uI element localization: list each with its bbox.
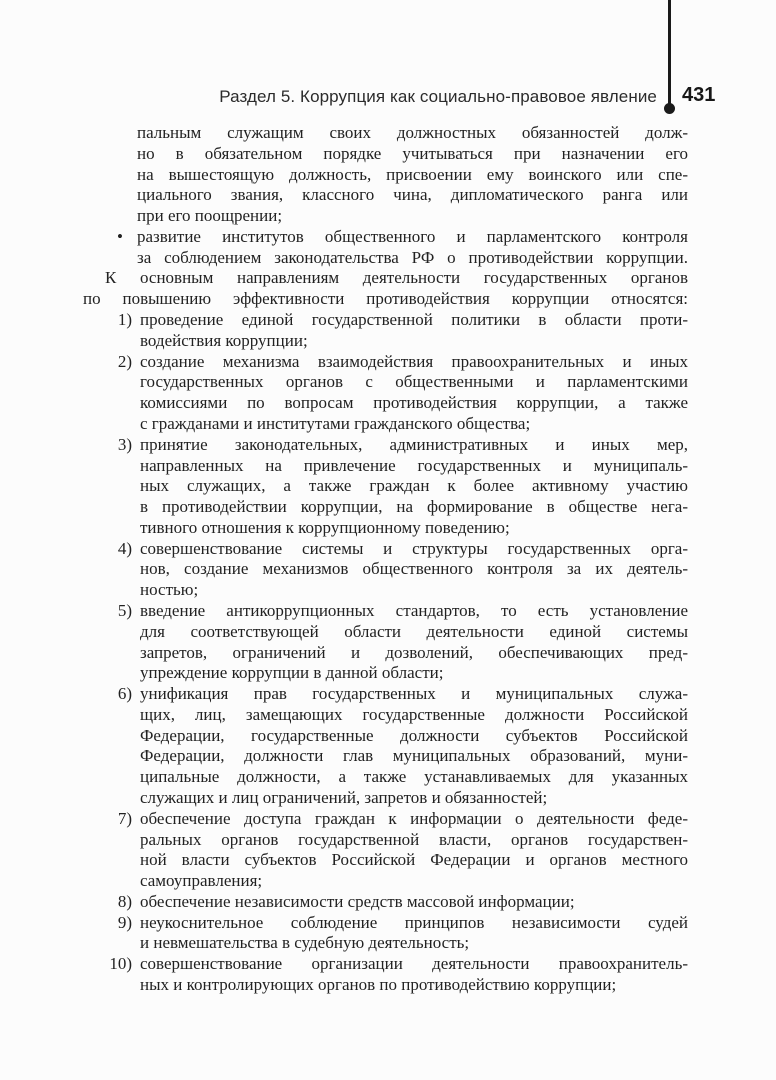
list-item-number: 3): [117, 434, 132, 454]
list-item-number: 1): [117, 310, 132, 330]
text-line: ральных органов государственной власти, органов государствен-: [140, 829, 688, 849]
text-line: нов, создание механизмов общественного контроля за их деятель-: [140, 559, 688, 579]
text-line: государственных органов с общественными и парламентскими: [140, 372, 688, 392]
running-section-title: Раздел 5. Коррупция как социально-правовое явление: [219, 87, 657, 106]
list-item-3: [83, 435, 688, 539]
text-line: за соблюдением законодательства РФ о противодействии коррупции.: [137, 247, 688, 267]
text-line: служащих и лиц ограничений, запретов и обязанностей;: [140, 788, 548, 807]
list-item-4: [83, 539, 688, 601]
text-line: запретов, ограничений и дозволений, обеспечивающих пред-: [140, 642, 688, 662]
text-line: щих, лиц, замещающих государственные должности Российской: [140, 704, 688, 724]
list-item-number: 5): [117, 600, 132, 620]
text-line: и невмешательства в судебную деятельность;: [140, 933, 470, 953]
list-item-number: 2): [117, 351, 132, 371]
text-line: водействия коррупции;: [140, 330, 308, 350]
text-line: для соответствующей области деятельности единой системы: [140, 621, 688, 641]
text-column: [83, 123, 688, 996]
text-line: обеспечение доступа граждан к информации о деятельности феде-: [140, 808, 688, 828]
list-item-1: [83, 310, 688, 352]
text-line: пальным служащим своих должностных обязанностей долж-: [137, 123, 688, 142]
list-item-8: [83, 892, 688, 913]
list-item-6: [83, 684, 688, 809]
list-item-10: [83, 954, 688, 996]
text-line: но в обязательном порядке учитываться при назначении его: [137, 143, 688, 163]
text-line: К основным направлениям деятельности государственных органов: [105, 268, 688, 288]
text-line: комиссиями по вопросам противодействия коррупции, а также: [140, 393, 688, 413]
text-line: унификация прав государственных и муниципальных служа-: [140, 684, 688, 704]
list-item-5: [83, 601, 688, 684]
text-line: Федерации, государственные должности субъектов Российской: [140, 725, 688, 745]
text-line: неукоснительное соблюдение принципов независимости судей: [140, 912, 688, 932]
text-line: ностью;: [140, 580, 199, 600]
list-item-7: [83, 809, 688, 892]
page-number: 431: [682, 84, 716, 106]
text-line: циального звания, классного чина, дипломатического ранга или: [137, 185, 688, 205]
bullet-item: [83, 227, 688, 269]
text-line: по повышению эффективности противодействия коррупции относятся:: [83, 289, 688, 309]
text-line: ной власти субъектов Российской Федерации и органов местного: [140, 850, 688, 870]
list-item-number: 4): [117, 538, 132, 558]
text-line: развитие институтов общественного и парламентского контроля: [137, 226, 688, 246]
text-line: направленных на привлечение государственных и муниципаль-: [140, 455, 688, 475]
text-line: проведение единой государственной политики в области проти-: [140, 310, 688, 330]
text-line: с гражданами и институтами гражданского общества;: [140, 413, 531, 433]
text-line: совершенствование системы и структуры государственных орга-: [140, 538, 688, 558]
text-line: самоуправления;: [140, 871, 263, 891]
text-block-2: [83, 268, 688, 310]
text-line: обеспечение независимости средств массовой информации;: [140, 891, 575, 911]
text-line: при его поощрении;: [137, 206, 283, 226]
list-item-number: 6): [117, 684, 132, 704]
text-line: тивного отношения к коррупционному поведению;: [140, 517, 510, 537]
header-rule-dot: [664, 103, 675, 114]
text-block-0: [83, 123, 688, 227]
text-line: на вышестоящую должность, присвоении ему воинского или спе-: [137, 164, 688, 184]
text-line: ных служащих, а также граждан к более активному участию: [140, 476, 688, 496]
text-line: создание механизма взаимодействия правоохранительных и иных: [140, 351, 688, 371]
text-line: принятие законодательных, административных и иных мер,: [140, 434, 688, 454]
list-item-number: 7): [117, 808, 132, 828]
list-item-number: 9): [117, 912, 132, 932]
text-line: ных и контролирующих органов по противодействию коррупции;: [140, 975, 617, 995]
list-item-2: [83, 352, 688, 435]
list-item-9: [83, 913, 688, 955]
text-line: совершенствование организации деятельности правоохранитель-: [140, 954, 688, 974]
header-rule: [668, 0, 671, 108]
text-line: в противодействии коррупции, на формирование в обществе нега-: [140, 497, 688, 517]
bullet-marker: •: [117, 226, 123, 246]
list-item-number: 10): [109, 954, 132, 974]
list-item-number: 8): [117, 891, 132, 911]
text-line: введение антикоррупционных стандартов, то есть установление: [140, 600, 688, 620]
text-line: упреждение коррупции в данной области;: [140, 663, 444, 683]
text-line: Федерации, должности глав муниципальных образований, муни-: [140, 746, 688, 766]
text-line: ципальные должности, а также устанавливаемых для указанных: [140, 767, 688, 787]
